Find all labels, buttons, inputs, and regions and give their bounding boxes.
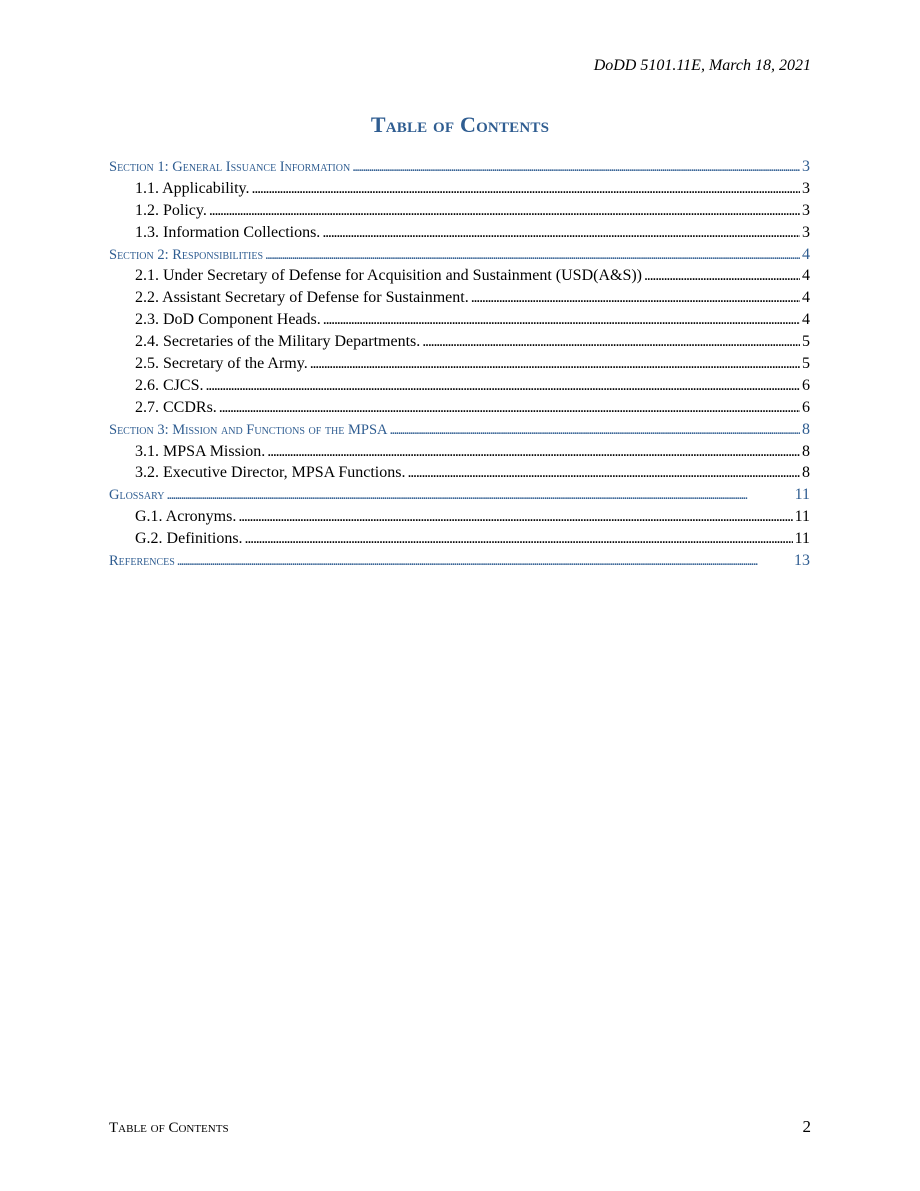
dot-leader	[322, 224, 800, 242]
toc-entry-page: 3	[802, 201, 810, 219]
dot-leader	[407, 464, 800, 482]
toc-entry-label: 1.1. Applicability.	[135, 179, 250, 197]
toc-entry-label: 3.2. Executive Director, MPSA Functions.	[135, 464, 406, 482]
dot-leader	[422, 333, 800, 351]
toc-entry-label: Section 1: General Issuance Information	[109, 159, 351, 175]
toc-entry-label: 3.1. MPSA Mission.	[135, 442, 266, 460]
toc-entry-label: 2.1. Under Secretary of Defense for Acquisition and Sustainment (USD(A&S))	[135, 267, 642, 285]
toc-entry-label: References	[109, 553, 175, 570]
toc-entry-references[interactable]	[109, 552, 810, 574]
dot-leader	[265, 247, 800, 264]
toc-entry-2-6[interactable]	[109, 377, 810, 399]
toc-entry-page: 13	[794, 552, 810, 570]
toc-entry-page: 8	[802, 442, 810, 460]
footer-section-label: Table of Contents	[109, 1120, 229, 1136]
toc-entry-label: 1.2. Policy.	[135, 201, 207, 219]
dot-leader	[167, 487, 793, 504]
dot-leader	[471, 289, 800, 307]
dot-leader	[310, 355, 800, 373]
dot-leader	[644, 267, 800, 285]
toc-entry-glossary[interactable]	[109, 486, 810, 508]
toc-entry-label: Glossary	[109, 487, 165, 504]
dot-leader	[219, 399, 800, 417]
toc-entry-page: 4	[802, 245, 810, 263]
dot-leader	[267, 443, 800, 461]
toc-entry-2-4[interactable]	[109, 333, 810, 355]
toc-entry-page: 8	[802, 420, 810, 438]
toc-entry-page: 8	[802, 464, 810, 482]
toc-entry-label: 2.6. CJCS.	[135, 376, 204, 394]
toc-entry-label: 2.7. CCDRs.	[135, 398, 217, 416]
toc-entry-g-2[interactable]	[109, 530, 810, 552]
toc-entry-2-5[interactable]	[109, 355, 810, 377]
dot-leader	[209, 202, 800, 220]
toc-entry-label: 2.5. Secretary of the Army.	[135, 355, 308, 373]
dot-leader	[323, 311, 800, 329]
toc-entry-page: 6	[802, 398, 810, 416]
toc-entry-label: Section 3: Mission and Functions of the MPSA	[109, 421, 388, 438]
toc-entry-page: 11	[794, 508, 810, 526]
toc-entry-1-3[interactable]	[109, 224, 810, 246]
dot-leader	[352, 159, 800, 176]
toc-entry-label: 1.3. Information Collections.	[135, 223, 321, 241]
toc-entry-page: 3	[802, 223, 810, 241]
toc-entry-section-1[interactable]	[109, 158, 810, 180]
toc-entry-page: 11	[794, 486, 810, 504]
toc-entry-section-3[interactable]	[109, 421, 810, 443]
toc-entry-label: G.2. Definitions.	[135, 530, 243, 548]
dot-leader	[245, 530, 793, 548]
toc-entry-3-2[interactable]	[109, 464, 810, 486]
toc-entry-label: 2.4. Secretaries of the Military Departments.	[135, 333, 421, 351]
toc-entry-2-2[interactable]	[109, 289, 810, 311]
toc-entry-3-1[interactable]	[109, 443, 810, 465]
toc-entry-page: 5	[802, 333, 810, 351]
toc-entry-2-7[interactable]	[109, 399, 810, 421]
toc-entry-1-1[interactable]	[109, 180, 810, 202]
toc-entry-page: 4	[802, 289, 810, 307]
toc-entry-label: 2.2. Assistant Secretary of Defense for Sustainment.	[135, 289, 469, 307]
toc-entry-page: 4	[802, 311, 810, 329]
toc-entry-page: 6	[802, 376, 810, 394]
toc-entry-page: 5	[802, 355, 810, 373]
toc-entry-2-1[interactable]	[109, 267, 810, 289]
dot-leader	[238, 508, 792, 526]
page-title: Table of Contents	[370, 112, 550, 137]
toc-entry-page: 4	[802, 267, 810, 285]
toc-entry-label: Section 2: Responsibilities	[109, 246, 264, 263]
toc-entry-section-2[interactable]	[109, 246, 810, 268]
toc-entry-page: 11	[794, 530, 810, 548]
document-id-header: DoDD 5101.11E, March 18, 2021	[593, 57, 811, 74]
page-number: 2	[802, 1117, 811, 1136]
toc-entry-page: 3	[802, 179, 810, 197]
table-of-contents	[109, 158, 810, 574]
toc-entry-page: 3	[802, 158, 810, 175]
toc-entry-2-3[interactable]	[109, 311, 810, 333]
dot-leader	[390, 422, 801, 439]
dot-leader	[205, 377, 800, 395]
dot-leader	[252, 180, 800, 198]
toc-entry-label: G.1. Acronyms.	[135, 508, 237, 526]
toc-entry-g-1[interactable]	[109, 508, 810, 530]
dot-leader	[177, 553, 792, 570]
toc-entry-label: 2.3. DoD Component Heads.	[135, 311, 321, 329]
toc-entry-1-2[interactable]	[109, 202, 810, 224]
